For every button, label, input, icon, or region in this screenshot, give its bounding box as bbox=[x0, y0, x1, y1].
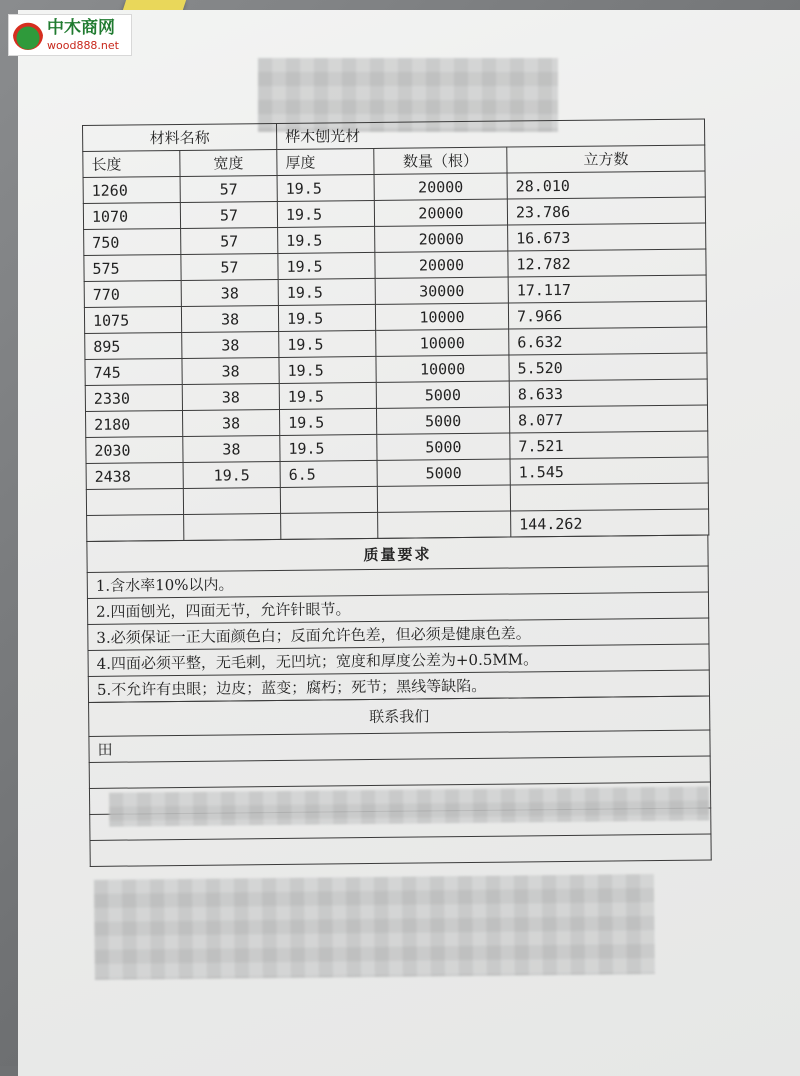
cell-length: 745 bbox=[85, 358, 182, 385]
cell-quantity: 5000 bbox=[376, 381, 509, 408]
cell-width: 38 bbox=[182, 331, 279, 358]
contact-title: 联系我们 bbox=[89, 696, 710, 737]
cell-width: 19.5 bbox=[183, 461, 280, 488]
col-header-width: 宽度 bbox=[180, 149, 277, 176]
cell-length: 1260 bbox=[83, 176, 180, 203]
cell-quantity: 10000 bbox=[376, 355, 509, 382]
logo-url: wood888.net bbox=[47, 38, 119, 52]
col-header-thickness: 厚度 bbox=[277, 148, 374, 175]
cell-volume: 7.966 bbox=[508, 301, 706, 329]
cell-length: 770 bbox=[84, 280, 181, 307]
quality-item-text: 1.含水率10%以内。 bbox=[87, 566, 708, 599]
cell-width: 57 bbox=[180, 201, 277, 228]
empty-cell bbox=[510, 483, 708, 511]
cell-length: 2330 bbox=[85, 384, 182, 411]
cell-length: 1075 bbox=[84, 306, 181, 333]
empty-cell bbox=[183, 487, 280, 514]
material-label: 材料名称 bbox=[83, 123, 277, 151]
empty-cell bbox=[377, 485, 510, 512]
empty-cell bbox=[281, 512, 378, 539]
cell-width: 38 bbox=[181, 279, 278, 306]
cell-volume: 8.633 bbox=[509, 379, 707, 407]
cell-thickness: 19.5 bbox=[278, 226, 375, 253]
cell-thickness: 19.5 bbox=[278, 252, 375, 279]
cell-quantity: 20000 bbox=[374, 173, 507, 200]
cell-width: 38 bbox=[182, 357, 279, 384]
cell-volume: 28.010 bbox=[507, 171, 705, 199]
empty-cell bbox=[86, 488, 183, 515]
quality-item-text: 3.必须保证一正大面颜色白；反面允许色差，但必须是健康色差。 bbox=[88, 618, 709, 651]
cell-thickness: 19.5 bbox=[279, 330, 376, 357]
contact-first-char: 田 bbox=[97, 740, 113, 759]
cell-quantity: 10000 bbox=[375, 303, 508, 330]
contact-line-5 bbox=[90, 834, 711, 867]
material-value: 桦木刨光材 bbox=[277, 119, 705, 149]
quality-item-text: 4.四面必须平整，无毛刺，无凹坑；宽度和厚度公差为+0.5MM。 bbox=[88, 644, 709, 677]
cell-thickness: 19.5 bbox=[278, 278, 375, 305]
cell-volume: 12.782 bbox=[508, 249, 706, 277]
cell-quantity: 30000 bbox=[375, 277, 508, 304]
redacted-contact-blur-1 bbox=[109, 786, 709, 826]
cell-volume: 17.117 bbox=[508, 275, 706, 303]
cell-volume: 5.520 bbox=[509, 353, 707, 381]
cell-thickness: 19.5 bbox=[277, 200, 374, 227]
col-header-volume: 立方数 bbox=[507, 145, 705, 173]
cell-thickness: 6.5 bbox=[280, 460, 377, 487]
cell-length: 750 bbox=[84, 228, 181, 255]
empty-cell bbox=[378, 511, 511, 538]
quality-item-text: 5.不允许有虫眼；边皮；蓝变；腐朽；死节；黑线等缺陷。 bbox=[88, 670, 709, 703]
col-header-length: 长度 bbox=[83, 150, 180, 177]
cell-volume: 23.786 bbox=[507, 197, 705, 225]
cell-thickness: 19.5 bbox=[278, 304, 375, 331]
cell-quantity: 10000 bbox=[376, 329, 509, 356]
cell-quantity: 20000 bbox=[374, 199, 507, 226]
cell-quantity: 5000 bbox=[377, 459, 510, 486]
cell-width: 38 bbox=[183, 435, 280, 462]
cell-width: 38 bbox=[181, 305, 278, 332]
cell-width: 57 bbox=[181, 227, 278, 254]
spec-sheet bbox=[82, 118, 713, 994]
total-volume: 144.262 bbox=[511, 509, 709, 537]
cell-volume: 16.673 bbox=[508, 223, 706, 251]
spec-table bbox=[82, 118, 709, 542]
empty-cell bbox=[184, 513, 281, 540]
logo-name: 中木商网 bbox=[47, 17, 115, 38]
tree-logo-icon bbox=[13, 20, 43, 50]
cell-volume: 6.632 bbox=[509, 327, 707, 355]
cell-thickness: 19.5 bbox=[279, 356, 376, 383]
cell-width: 57 bbox=[180, 175, 277, 202]
cell-width: 57 bbox=[181, 253, 278, 280]
empty-cell bbox=[87, 514, 184, 541]
cell-length: 2030 bbox=[86, 436, 183, 463]
redacted-contact-blur-2 bbox=[94, 874, 655, 980]
quality-table bbox=[86, 534, 710, 703]
cell-quantity: 20000 bbox=[375, 225, 508, 252]
cell-thickness: 19.5 bbox=[277, 174, 374, 201]
quality-item-text: 2.四面刨光，四面无节，允许针眼节。 bbox=[87, 592, 708, 625]
quality-title: 质量要求 bbox=[87, 535, 708, 573]
cell-thickness: 19.5 bbox=[280, 408, 377, 435]
site-logo bbox=[8, 14, 132, 56]
cell-volume: 8.077 bbox=[509, 405, 707, 433]
cell-quantity: 5000 bbox=[376, 407, 509, 434]
cell-length: 1070 bbox=[83, 202, 180, 229]
cell-thickness: 19.5 bbox=[280, 434, 377, 461]
cell-length: 575 bbox=[84, 254, 181, 281]
col-header-quantity: 数量（根） bbox=[374, 147, 507, 174]
cell-width: 38 bbox=[182, 383, 279, 410]
cell-quantity: 20000 bbox=[375, 251, 508, 278]
cell-length: 895 bbox=[85, 332, 182, 359]
cell-width: 38 bbox=[182, 409, 279, 436]
cell-length: 2438 bbox=[86, 462, 183, 489]
cell-length: 2180 bbox=[86, 410, 183, 437]
cell-volume: 7.521 bbox=[510, 431, 708, 459]
contact-table bbox=[88, 695, 712, 867]
empty-cell bbox=[280, 486, 377, 513]
cell-thickness: 19.5 bbox=[279, 382, 376, 409]
cell-volume: 1.545 bbox=[510, 457, 708, 485]
cell-quantity: 5000 bbox=[377, 433, 510, 460]
